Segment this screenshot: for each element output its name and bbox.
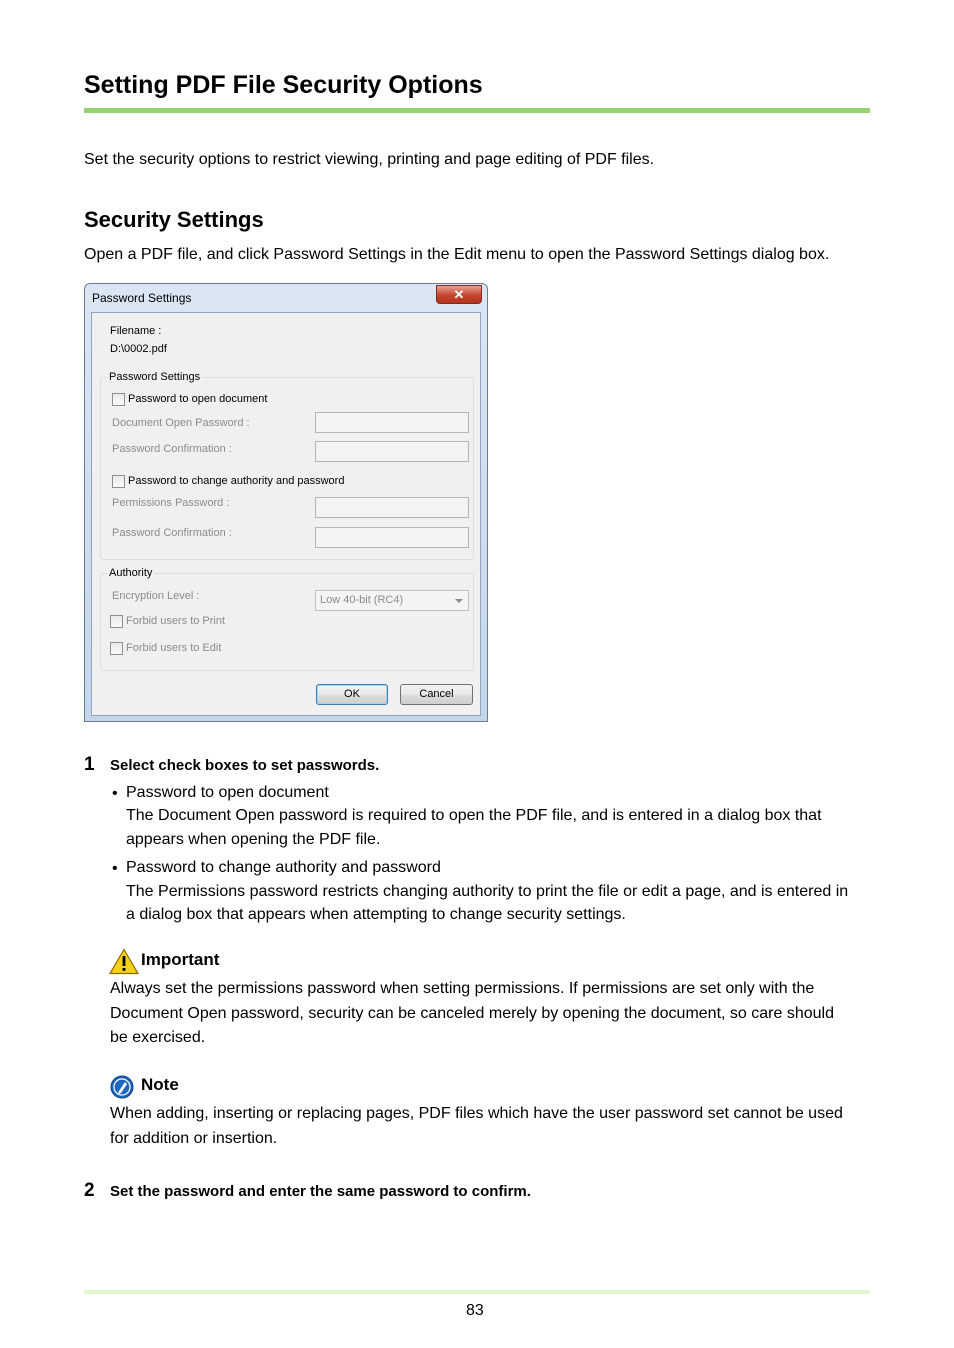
step-1-number: 1: [84, 754, 95, 775]
bullet-2-line-2: a dialog box that appears when attempting to change security settings.: [126, 906, 626, 923]
forbid-print-checkbox[interactable]: [110, 615, 123, 628]
password-confirmation-field-1[interactable]: [315, 441, 469, 462]
important-line-2: Document Open password, security can be canceled merely by opening the document, so care should: [110, 1005, 834, 1022]
filename-value: D:\0002.pdf: [110, 343, 167, 355]
warning-icon: [109, 948, 139, 975]
bullet-1-line-1: The Document Open password is required to open the PDF file, and is entered in a dialog box that: [126, 807, 822, 824]
footer-rule: [84, 1290, 870, 1294]
important-heading: Important: [141, 950, 220, 969]
step-2-number: 2: [84, 1180, 95, 1201]
forbid-edit-checkbox[interactable]: [110, 642, 123, 655]
forbid-print-label: Forbid users to Print: [126, 615, 226, 627]
bullet-1-line-2: appears when opening the PDF file.: [126, 831, 381, 848]
doc-open-password-label: Document Open Password :: [112, 417, 250, 429]
bullet-2-label: Password to change authority and password: [126, 859, 441, 876]
page-number: 83: [466, 1302, 484, 1319]
open-password-checkbox-label: Password to open document: [128, 393, 268, 405]
password-confirmation-label-1: Password Confirmation :: [112, 443, 232, 455]
password-confirmation-field-2[interactable]: [315, 527, 469, 548]
note-icon: [110, 1075, 134, 1099]
ok-button[interactable]: OK: [316, 684, 388, 705]
dialog-title: Password Settings: [92, 291, 192, 305]
note-line-1: When adding, inserting or replacing pages, PDF files which have the user password set cannot be used: [110, 1105, 843, 1122]
page-title: Setting PDF File Security Options: [84, 71, 483, 99]
step-1-title: Select check boxes to set passwords.: [110, 757, 380, 774]
step-2-title: Set the password and enter the same password to confirm.: [110, 1183, 531, 1200]
note-line-2: for addition or insertion.: [110, 1130, 278, 1147]
section-heading: Security Settings: [84, 207, 264, 232]
password-settings-dialog: [84, 283, 488, 722]
forbid-edit-label: Forbid users to Edit: [126, 642, 222, 654]
bullet-marker: •: [112, 860, 118, 877]
open-password-checkbox[interactable]: [112, 393, 125, 406]
encryption-level-select[interactable]: [315, 590, 469, 611]
close-icon[interactable]: ✕: [436, 285, 482, 304]
permissions-password-field[interactable]: [315, 497, 469, 518]
change-authority-checkbox-label: Password to change authority and password: [128, 475, 345, 487]
doc-open-password-field[interactable]: [315, 412, 469, 433]
permissions-password-label: Permissions Password :: [112, 497, 230, 509]
section-description: Open a PDF file, and click Password Settings in the Edit menu to open the Password Settings dialog box.: [84, 246, 830, 263]
important-line-1: Always set the permissions password when setting permissions. If permissions are set only with the: [110, 980, 815, 997]
encryption-level-value: Low 40-bit (RC4): [320, 594, 404, 606]
change-authority-checkbox[interactable]: [112, 475, 125, 488]
note-heading: Note: [141, 1075, 179, 1094]
authority-group-label: Authority: [109, 567, 153, 579]
title-rule: [84, 108, 870, 113]
chevron-down-icon: [455, 599, 463, 603]
bullet-marker: •: [112, 785, 118, 802]
cancel-button[interactable]: Cancel: [400, 684, 473, 705]
dialog-body: [91, 312, 481, 716]
intro-text: Set the security options to restrict viewing, printing and page editing of PDF files.: [84, 151, 655, 168]
bullet-1-label: Password to open document: [126, 784, 329, 801]
encryption-level-label: Encryption Level :: [112, 590, 200, 602]
important-line-3: be exercised.: [110, 1029, 206, 1046]
password-group-label: Password Settings: [109, 371, 201, 383]
bullet-2-line-1: The Permissions password restricts changing authority to print the file or edit a page, and is entered in: [126, 883, 849, 900]
password-confirmation-label-2: Password Confirmation :: [112, 527, 232, 539]
filename-label: Filename :: [110, 325, 162, 337]
